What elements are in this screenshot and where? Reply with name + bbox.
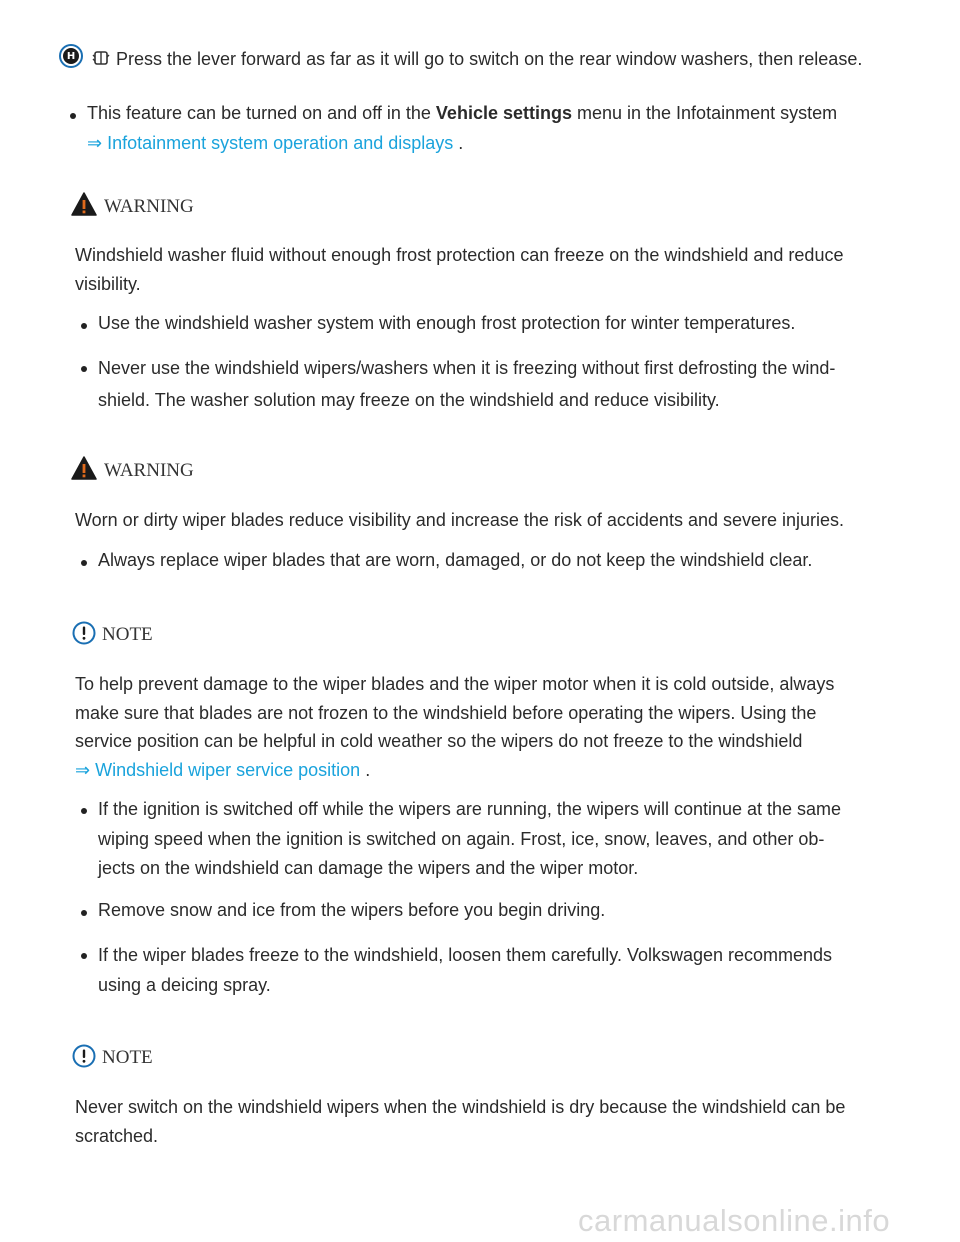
list-item	[98, 795, 841, 884]
feature-end: .	[453, 133, 464, 153]
paragraph-line: service position can be helpful in cold weather so the wipers do not freeze to the windshield	[75, 731, 803, 751]
warning-heading: WARNING	[104, 460, 194, 481]
list-item: Use the windshield washer system with enough frost protection for winter temperatures.	[98, 313, 796, 333]
paragraph-line: visibility.	[75, 274, 141, 294]
note1-paragraph	[75, 670, 834, 784]
rear-washer-icon	[91, 49, 111, 67]
list-item	[98, 940, 832, 1000]
note-heading: NOTE	[102, 624, 153, 645]
warning2-paragraph: Worn or dirty wiper blades reduce visibility and increase the risk of accidents and severe injuries.	[75, 510, 845, 530]
bullet-dot	[70, 113, 76, 119]
feature-text-pre: This feature can be turned on and off in the	[87, 103, 436, 123]
vehicle-settings-label: Vehicle settings	[435, 103, 572, 123]
paragraph-line: Windshield washer fluid without enough frost protection can freeze on the windshield and reduce	[75, 245, 844, 265]
exclamation-circle-icon	[72, 1044, 96, 1068]
paragraph-line: make sure that blades are not frozen to the windshield before operating the wipers. Using the	[75, 702, 817, 723]
bullet-dot	[81, 366, 87, 372]
feature-text-post: menu in the Infotainment system	[571, 103, 838, 123]
bullet-dot	[81, 323, 87, 329]
list-item-line: wiping speed when the ignition is switched on again. Frost, ice, snow, leaves, and other ob-	[98, 828, 825, 849]
list-item-line: using a deicing spray.	[98, 975, 271, 995]
list-item: Remove snow and ice from the wipers before you begin driving.	[98, 900, 606, 920]
step-h-icon: H	[59, 44, 83, 68]
exclamation-circle-icon	[72, 621, 96, 645]
list-item-line: shield. The washer solution may freeze on the windshield and reduce visibility.	[98, 390, 720, 410]
wiper-service-position-link[interactable]: ⇒ Windshield wiper service position	[75, 759, 361, 780]
bullet-dot	[81, 910, 87, 916]
watermark: carmanualsonline.info	[578, 1203, 891, 1238]
paragraph-line: scratched.	[75, 1126, 159, 1146]
list-item: Always replace wiper blades that are worn, damaged, or do not keep the windshield clear.	[98, 550, 813, 570]
warning1-paragraph	[75, 241, 843, 299]
note2-paragraph	[75, 1093, 845, 1151]
bullet-dot	[81, 953, 87, 959]
warning-triangle-icon	[71, 456, 97, 480]
feature-text	[87, 103, 837, 124]
warning-triangle-icon	[71, 192, 97, 216]
list-item	[98, 352, 835, 416]
paragraph-line: Never switch on the windshield wipers when the windshield is dry because the windshield can be	[75, 1097, 846, 1117]
list-item-line: If the wiper blades freeze to the windshield, loosen them carefully. Volkswagen recommends	[98, 945, 833, 965]
infotainment-link[interactable]: ⇒ Infotainment system operation and displays	[87, 133, 454, 153]
note-heading: NOTE	[102, 1047, 153, 1068]
list-item-line: If the ignition is switched off while the wipers are running, the wipers will continue at the same	[98, 799, 842, 819]
note1-end: .	[360, 759, 371, 780]
paragraph-line: To help prevent damage to the wiper blades and the wiper motor when it is cold outside, always	[75, 674, 835, 694]
step-text: Press the lever forward as far as it will go to switch on the rear window washers, then release.	[116, 49, 863, 69]
bullet-dot	[81, 560, 87, 566]
list-item-line: jects on the windshield can damage the wipers and the wiper motor.	[98, 858, 639, 878]
list-item-line: Never use the windshield wipers/washers when it is freezing without first defrosting the wind-	[98, 358, 836, 378]
bullet-dot	[81, 808, 87, 814]
warning-heading: WARNING	[104, 196, 194, 217]
